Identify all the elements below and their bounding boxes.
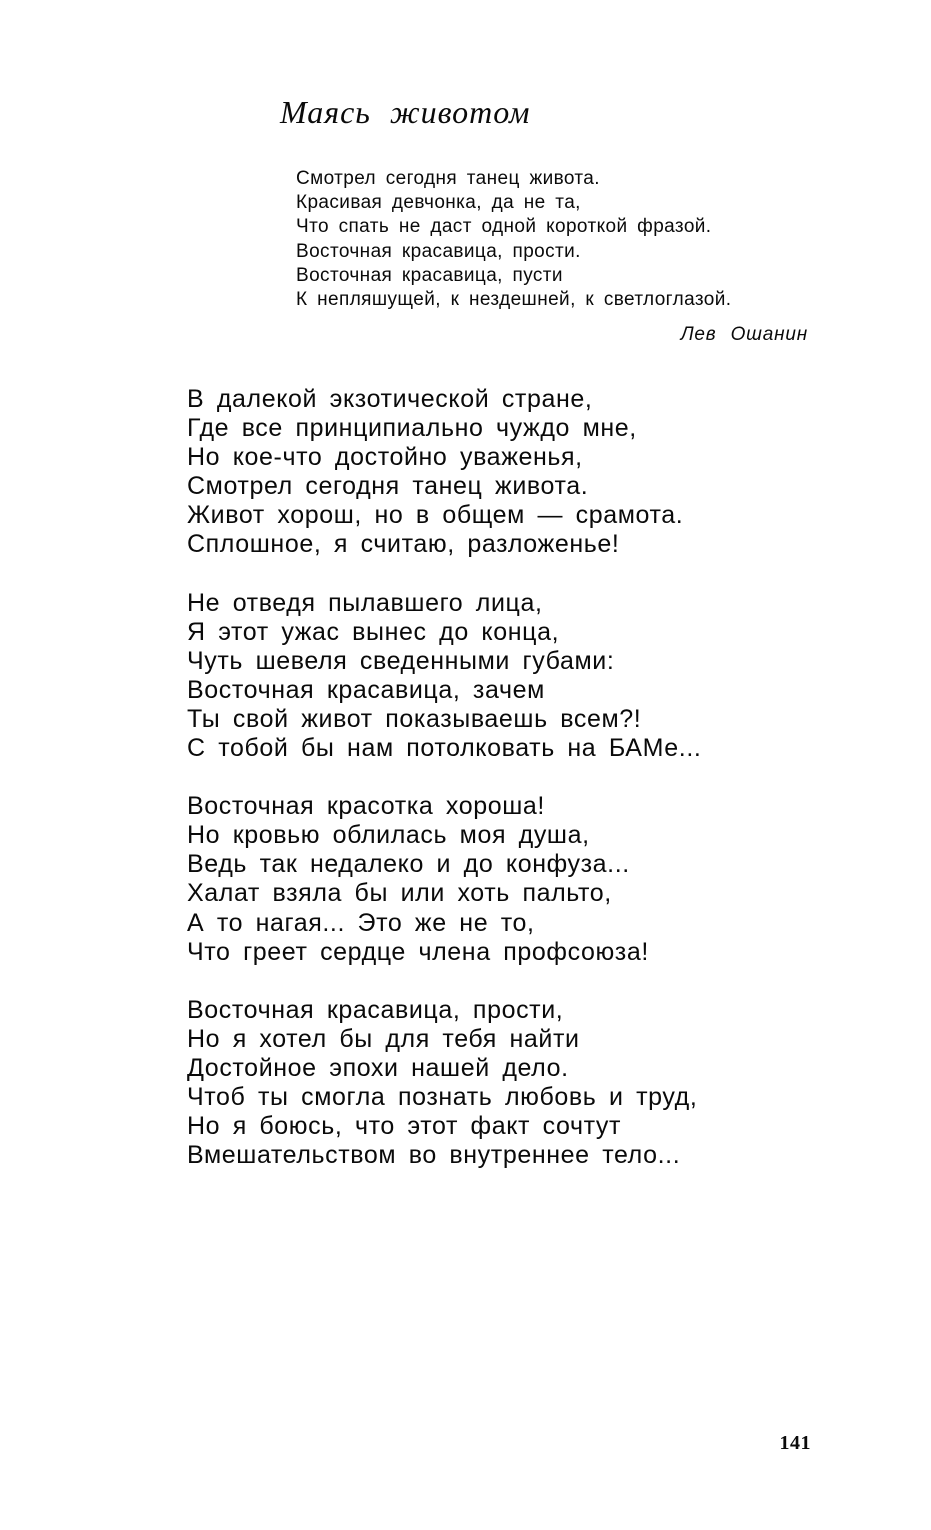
poem-line: Смотрел сегодня танец живота. [187,472,589,501]
poem-line: Сплошное, я считаю, разложенье! [187,530,620,559]
poem-line: С тобой бы нам потолковать на БАМе... [187,734,702,763]
epigraph-line: Красивая девчонка, да не та, [296,192,581,214]
stanza-3 [187,792,701,967]
poem-line: Но кое-что достойно уваженья, [187,443,583,472]
epigraph-author: Лев Ошанин [680,324,808,345]
poem-line: Но кровью облилась моя душа, [187,821,590,850]
poem-line: Но я боюсь, что этот факт сочтут [187,1112,622,1141]
poem-line: Чтоб ты смогла познать любовь и труд, [187,1082,698,1111]
poem-line: Живот хорош, но в общем — срамота. [187,501,684,530]
epigraph [296,167,731,312]
poem-line: Вмешательством во внутреннее тело... [187,1141,681,1170]
page-number: 141 [779,1432,811,1454]
poem-line: Я этот ужас вынес до конца, [187,617,560,646]
poem-line: Не отведя пылавшего лица, [187,588,543,617]
poem-line: Восточная красавица, зачем [187,675,545,704]
poem-line: Но я хотел бы для тебя найти [187,1024,580,1053]
epigraph-line: Смотрел сегодня танец живота. [296,168,600,189]
poem-line: В далекой экзотической стране, [187,385,593,413]
poem-line: Чуть шевеля сведенными губами: [187,646,615,675]
poem-line: Ведь так недалеко и до конфуза... [187,850,630,879]
poem-title: Маясь животом [280,94,531,130]
poem-line: Восточная красотка хороша! [187,792,545,821]
epigraph-line: К непляшущей, к нездешней, к светлоглазой. [296,289,732,311]
poem-line: Что греет сердце члена профсоюза! [187,937,649,966]
stanza-1 [187,385,701,560]
poem-line: А то нагая... Это же не то, [187,908,535,937]
poem-line: Достойное эпохи нашей дело. [187,1053,569,1082]
epigraph-line: Восточная красавица, прости. [296,240,581,262]
poem-line: Ты свой живот показываешь всем?! [187,704,642,733]
poem-line: Восточная красавица, прости, [187,995,564,1024]
stanza-4 [187,996,701,1171]
poem-body [187,385,701,1170]
epigraph-line: Что спать не даст одной короткой фразой. [296,216,712,238]
stanza-2 [187,589,701,764]
poem-line: Халат взяла бы или хоть пальто, [187,879,612,908]
epigraph-line: Восточная красавица, пусти [296,264,563,286]
poem-line: Где все принципиально чуждо мне, [187,414,637,443]
